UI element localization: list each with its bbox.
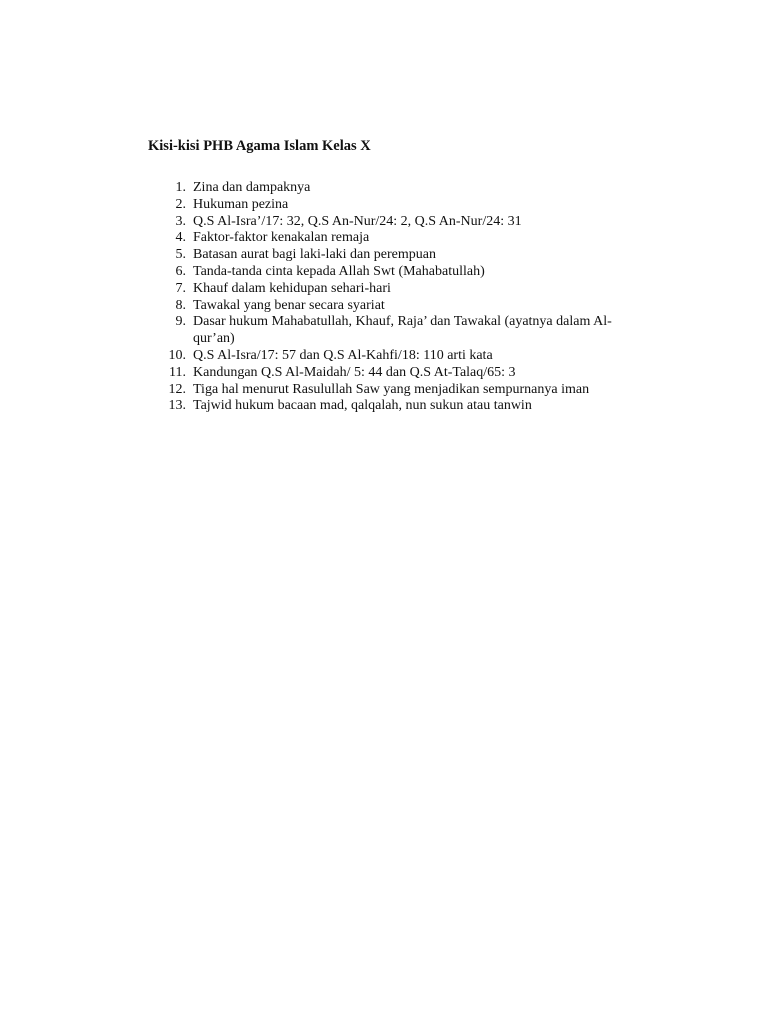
item-text: Faktor-faktor kenakalan remaja — [193, 230, 370, 246]
list-item — [164, 298, 644, 315]
item-text: Dasar hukum Mahabatullah, Khauf, Raja’ dan Tawakal (ayatnya dalam Al-qur’an) — [193, 314, 612, 347]
list-item — [164, 365, 644, 382]
item-number: 4. — [175, 230, 186, 246]
item-text: Q.S Al-Isra’/17: 32, Q.S An-Nur/24: 2, Q.S An-Nur/24: 31 — [193, 213, 522, 229]
item-text: Batasan aurat bagi laki-laki dan perempuan — [193, 247, 436, 263]
list-item — [164, 264, 644, 281]
item-text: Tiga hal menurut Rasulullah Saw yang menjadikan sempurnanya iman — [193, 381, 590, 397]
item-text: Kandungan Q.S Al-Maidah/ 5: 44 dan Q.S At-Talaq/65: 3 — [193, 364, 516, 380]
list-item — [164, 314, 644, 348]
item-text: Zina dan dampaknya — [193, 180, 311, 195]
item-number: 5. — [175, 247, 186, 263]
item-number: 12. — [168, 381, 186, 397]
item-number: 8. — [175, 297, 186, 313]
list-item — [164, 230, 644, 247]
list-item — [164, 281, 644, 298]
list-item — [164, 197, 644, 214]
item-number: 1. — [175, 180, 186, 195]
item-text: Hukuman pezina — [193, 196, 289, 212]
item-text: Q.S Al-Isra/17: 57 dan Q.S Al-Kahfi/18: 110 arti kata — [193, 347, 493, 363]
item-number: 7. — [175, 280, 186, 296]
list-item — [164, 247, 644, 264]
item-number: 2. — [175, 196, 186, 212]
list-item — [164, 348, 644, 365]
item-number: 10. — [168, 347, 186, 363]
list-item — [164, 180, 644, 197]
item-text: Tajwid hukum bacaan mad, qalqalah, nun sukun atau tanwin — [193, 398, 532, 414]
topic-list — [164, 180, 644, 415]
item-number: 6. — [175, 263, 186, 279]
list-item — [164, 214, 644, 231]
item-text: Tawakal yang benar secara syariat — [193, 297, 385, 313]
document-title: Kisi-kisi PHB Agama Islam Kelas X — [148, 138, 371, 154]
list-item — [164, 382, 644, 399]
item-number: 3. — [175, 213, 186, 229]
item-text: Khauf dalam kehidupan sehari-hari — [193, 280, 391, 296]
list-item — [164, 398, 644, 415]
item-number: 9. — [175, 314, 186, 330]
item-number: 13. — [168, 398, 186, 414]
item-number: 11. — [169, 364, 186, 380]
item-text: Tanda-tanda cinta kepada Allah Swt (Mahabatullah) — [193, 263, 485, 279]
